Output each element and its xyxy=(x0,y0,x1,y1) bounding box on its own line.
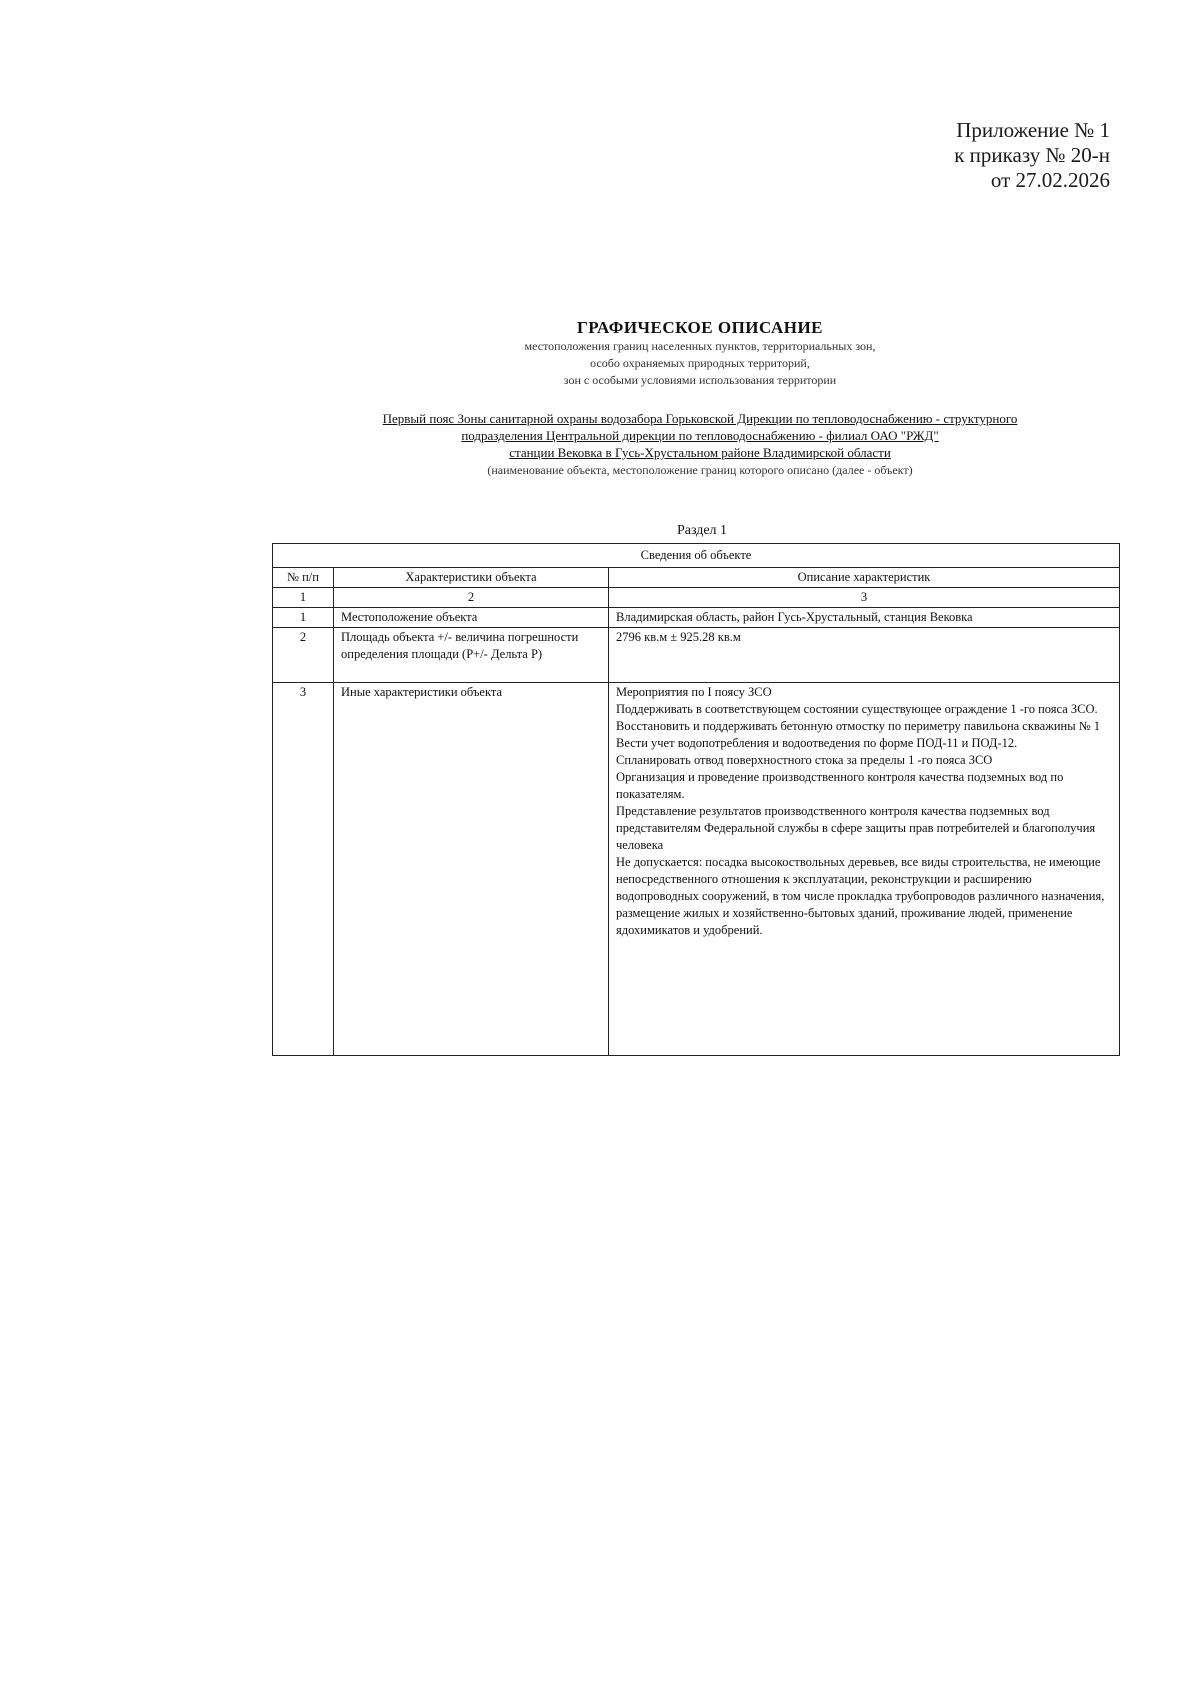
object-name xyxy=(270,410,1130,461)
row-number: 1 xyxy=(273,608,334,628)
document-subtitle xyxy=(270,338,1130,389)
description-line: Представление результатов производственного контроля качества подземных вод представителям Федеральной службы в сфере защиты прав потребителей и благополучия человека xyxy=(616,804,1096,852)
table-row xyxy=(273,683,1120,1056)
subtitle-line: зон с особыми условиями использования территории xyxy=(563,373,837,387)
subtitle-line: особо охраняемых природных территорий, xyxy=(590,356,810,370)
table-caption-row xyxy=(273,544,1120,568)
attachment-line: Приложение № 1 xyxy=(956,118,1110,142)
row-description xyxy=(609,628,1120,683)
row-characteristic: Местоположение объекта xyxy=(334,608,609,628)
row-characteristic: Иные характеристики объекта xyxy=(334,683,609,1056)
object-name-line: Первый пояс Зоны санитарной охраны водозабора Горьковской Дирекции по тепловодоснабжению - структурного xyxy=(382,411,1018,426)
column-header: Характеристики объекта xyxy=(334,568,609,588)
table-header-row xyxy=(273,568,1120,588)
attachment-line: от 27.02.2026 xyxy=(990,168,1110,192)
column-header: Описание характеристик xyxy=(609,568,1120,588)
column-number: 1 xyxy=(273,588,334,608)
description-line: Владимирская область, район Гусь-Хрустальный, станция Вековка xyxy=(616,610,973,624)
description-line: Вести учет водопотребления и водоотведения по форме ПОД-11 и ПОД-12. xyxy=(616,736,1018,750)
row-description xyxy=(609,608,1120,628)
row-number: 3 xyxy=(273,683,334,1056)
column-header: № п/п xyxy=(273,568,334,588)
object-caption: (наименование объекта, местоположение границ которого описано (далее - объект) xyxy=(487,463,913,477)
object-name-line: подразделения Центральной дирекции по тепловодоснабжению - филиал ОАО "РЖД" xyxy=(461,428,939,443)
column-number-row xyxy=(273,588,1120,608)
description-line: 2796 кв.м ± 925.28 кв.м xyxy=(616,630,741,644)
description-line: Спланировать отвод поверхностного стока за пределы 1 -го пояса ЗСО xyxy=(616,753,993,767)
description-line: Не допускается: посадка высокоствольных деревьев, все виды строительства, не имеющие непосредственного отношения к эксплуатации, реконструкции и расширению водопроводных сооружений, в том числе прокладка трубопроводов различного назначения, размещение жилых и хозяйственно-бытовых зданий, проживание людей, применение ядохимикатов и удобрений. xyxy=(616,855,1105,937)
description-line: Поддерживать в соответствующем состоянии существующее ограждение 1 -го пояса ЗСО. xyxy=(616,702,1098,716)
table-row xyxy=(273,628,1120,683)
row-description xyxy=(609,683,1120,1056)
subtitle-line: местоположения границ населенных пунктов, территориальных зон, xyxy=(524,339,876,353)
table-caption: Сведения об объекте xyxy=(273,544,1120,568)
table-row xyxy=(273,608,1120,628)
description-line: Восстановить и поддерживать бетонную отмостку по периметру павильона скважины № 1 xyxy=(616,719,1101,733)
column-number: 3 xyxy=(609,588,1120,608)
object-info-table xyxy=(272,543,1120,1056)
document-title: ГРАФИЧЕСКОЕ ОПИСАНИЕ xyxy=(576,318,824,337)
section-title: Раздел 1 xyxy=(676,523,728,538)
row-characteristic: Площадь объекта +/- величина погрешности определения площади (P+/- Дельта P) xyxy=(334,628,609,683)
object-name-line: станции Вековка в Гусь-Хрустальном районе Владимирской области xyxy=(509,445,891,460)
column-number: 2 xyxy=(334,588,609,608)
description-line: Мероприятия по I поясу ЗСО xyxy=(616,685,772,699)
row-number: 2 xyxy=(273,628,334,683)
attachment-line: к приказу № 20-н xyxy=(954,143,1110,167)
attachment-note xyxy=(954,118,1110,193)
description-line: Организация и проведение производственного контроля качества подземных вод по показателям. xyxy=(616,770,1064,801)
